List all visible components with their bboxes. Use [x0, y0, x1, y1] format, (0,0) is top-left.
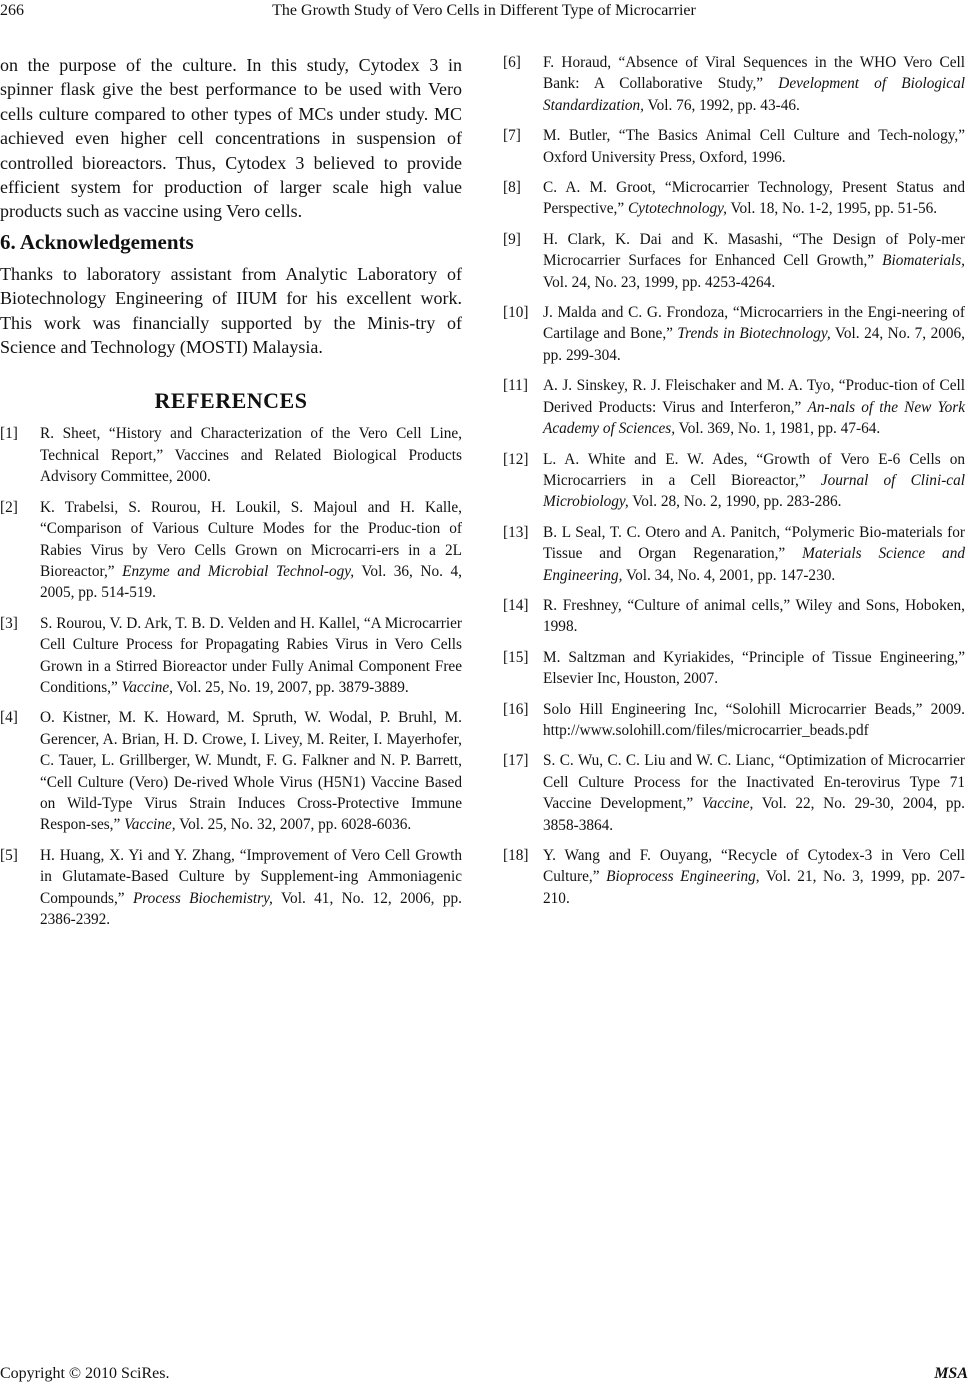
reference-number: [14]	[503, 596, 529, 614]
copyright-notice: Copyright © 2010 SciRes.	[0, 1365, 170, 1382]
reference-text	[543, 125, 965, 168]
left-column	[0, 53, 462, 939]
reference-number: [11]	[503, 377, 528, 395]
reference-number: [12]	[503, 450, 529, 468]
reference-text	[543, 595, 965, 638]
reference-number: [5]	[0, 846, 18, 864]
reference-list-left	[0, 423, 462, 930]
reference-body: F. Horaud, “Absence of Viral Sequences in the WHO Vero Cell Bank: A Collaborative Study,”	[543, 54, 965, 93]
reference-number: [18]	[503, 847, 529, 864]
reference-text	[543, 750, 965, 836]
reference-text	[543, 229, 965, 293]
reference-item	[0, 845, 462, 931]
reference-body: Y. Wang and F. Ouyang, “Recycle of Cytodex-3 in Vero Cell Culture,”	[543, 847, 965, 886]
reference-body: S. Rourou, V. D. Ark, T. B. D. Velden and H. Kallel, “A Microcarrier Cell Culture Process for Propagating Rabies Virus in Vero Cells Grown in a Stirred Bioreactor under Fully Animal Component Free Conditions,”	[40, 614, 462, 696]
reference-source: Biomaterials,	[882, 252, 965, 270]
reference-number: [2]	[0, 498, 18, 516]
reference-text	[40, 613, 462, 699]
reference-details: Vol. 36, No. 4, 2005, pp. 514-519.	[40, 562, 462, 602]
reference-source: An-nals of the New York Academy of Sciences,	[543, 398, 965, 438]
reference-source: Cytotechnology,	[627, 200, 727, 218]
reference-details: Vol. 34, No. 4, 2001, pp. 147-230.	[622, 566, 836, 584]
reference-text	[543, 52, 965, 116]
reference-item	[503, 52, 965, 116]
reference-text	[543, 845, 965, 909]
reference-source: Process Biochemistry,	[132, 889, 273, 907]
reference-item	[503, 595, 965, 638]
reference-item	[503, 449, 965, 513]
reference-body: M. Butler, “The Basics Animal Cell Culture and Tech-nology,” Oxford University Press, Oxford, 1996.	[543, 127, 965, 166]
reference-list-right	[503, 52, 965, 909]
reference-text	[40, 423, 462, 487]
reference-item	[503, 845, 965, 909]
references-heading: REFERENCES	[154, 388, 308, 414]
reference-number: [6]	[503, 54, 521, 71]
reference-details: Vol. 22, No. 29-30, 2004, pp. 3858-3864.	[543, 795, 965, 834]
reference-number: [7]	[503, 127, 521, 145]
reference-item	[503, 699, 965, 742]
reference-item	[503, 375, 965, 439]
reference-body: L. A. White and E. W. Ades, “Growth of Vero E-6 Cells on Microcarriers in a Cell Bioreactor,”	[543, 450, 965, 489]
reference-text	[40, 497, 462, 604]
reference-text	[543, 449, 965, 513]
reference-body: R. Freshney, “Culture of animal cells,” Wiley and Sons, Hoboken, 1998.	[543, 596, 965, 636]
reference-body: J. Malda and C. G. Frondoza, “Microcarriers in the Engi-neering of Cartilage and Bone,”	[543, 304, 965, 343]
reference-text	[40, 845, 462, 931]
reference-text	[543, 522, 965, 586]
reference-item	[0, 707, 462, 835]
reference-details: Vol. 25, No. 19, 2007, pp. 3879-3889.	[172, 678, 409, 696]
reference-number: [9]	[503, 230, 521, 248]
acknowledgements-heading: 6. Acknowledgements	[0, 229, 194, 254]
reference-body: K. Trabelsi, S. Rourou, H. Loukil, S. Majoul and H. Kalle, “Comparison of Various Culture Modes for the Produc-tion of Rabies Virus by Vero Cells Grown on Microcarri-ers in a 2L Bioreactor,”	[40, 498, 462, 580]
reference-details: , Vol. 21, No. 3, 1999, pp. 207-210.	[543, 868, 966, 907]
reference-number: [1]	[0, 425, 18, 443]
reference-item	[503, 177, 965, 220]
reference-number: [13]	[503, 523, 529, 541]
reference-source: Development of Biological Standardization,	[543, 75, 965, 114]
reference-body: M. Saltzman and Kyriakides, “Principle of Tissue Engineering,” Elsevier Inc, Houston, 2007.	[543, 648, 965, 688]
reference-body: C. A. M. Groot, “Microcarrier Technology, Present Status and Perspective,”	[543, 179, 965, 218]
reference-item	[503, 302, 965, 366]
right-column	[503, 52, 965, 918]
reference-body: S. C. Wu, C. C. Liu and W. C. Lianc, “Optimization of Microcarrier Cell Culture Process for the Inactivated En-terovirus Type 71 Vaccine Development,”	[543, 752, 965, 813]
reference-text	[543, 375, 965, 439]
reference-source: Vaccine,	[121, 678, 173, 696]
reference-text	[543, 699, 965, 742]
page-number: 266	[0, 2, 24, 19]
reference-number: [17]	[503, 752, 529, 770]
journal-abbreviation: MSA	[934, 1365, 968, 1382]
reference-item	[503, 647, 965, 690]
reference-details: Vol. 18, No. 1-2, 1995, pp. 51-56.	[726, 200, 938, 218]
reference-body: H. Clark, K. Dai and K. Masashi, “The Design of Poly-mer Microcarrier Surfaces for Enhanced Cell Growth,”	[543, 230, 965, 270]
reference-body: H. Huang, X. Yi and Y. Zhang, “Improvement of Vero Cell Growth in Glutamate-Based Culture by Supplement-ing Ammoniagenic Compounds,”	[40, 846, 462, 907]
reference-item	[503, 125, 965, 168]
reference-item	[503, 750, 965, 836]
reference-number: [10]	[503, 304, 529, 322]
reference-text	[543, 302, 965, 366]
reference-item	[503, 522, 965, 586]
reference-details: Vol. 76, 1992, pp. 43-46.	[644, 96, 800, 114]
reference-source: Bioprocess Engineering	[606, 868, 756, 886]
reference-source: Trends in Biotechnology,	[677, 325, 831, 343]
reference-details: Vol. 41, No. 12, 2006, pp. 2386-2392.	[40, 889, 462, 928]
reference-item	[0, 423, 462, 487]
reference-number: [15]	[503, 648, 529, 666]
reference-source: Vaccine,	[701, 795, 754, 813]
reference-text	[543, 177, 965, 220]
reference-details: Vol. 25, No. 32, 2007, pp. 6028-6036.	[175, 816, 412, 834]
reference-details: Vol. 24, No. 23, 1999, pp. 4253-4264.	[543, 273, 776, 291]
reference-details: Vol. 369, No. 1, 1981, pp. 47-64.	[675, 420, 881, 438]
page-footer	[0, 1364, 968, 1386]
reference-details: Vol. 24, No. 7, 2006, pp. 299-304.	[543, 325, 965, 364]
reference-source: Materials Science and Engineering,	[543, 545, 965, 584]
reference-number: [8]	[503, 179, 521, 197]
reference-source: Vaccine,	[124, 816, 176, 834]
reference-source: Enzyme and Microbial Technol-ogy,	[122, 562, 355, 580]
reference-body: Solo Hill Engineering Inc, “Solohill Microcarrier Beads,” 2009. http://www.solohill.com/files/microcarrier_beads.pdf	[543, 700, 965, 739]
reference-number: [4]	[0, 709, 18, 727]
reference-details: Vol. 28, No. 2, 1990, pp. 283-286.	[628, 493, 842, 511]
reference-number: [16]	[503, 700, 529, 718]
reference-item	[0, 613, 462, 699]
page-header	[0, 0, 968, 24]
reference-source: Journal of Clini-cal Microbiology,	[543, 471, 965, 511]
reference-body: O. Kistner, M. K. Howard, M. Spruth, W. Wodal, P. Bruhl, M. Gerencer, A. Brian, H. D. Crowe, I. Livey, M. Reiter, I. Mayerhofer, C. Tauer, L. Grillberger, W. Mundt, F. G. Falkner and N. P. Barrett, “Cell Culture (Vero) De-rived Whole Virus (H5N1) Vaccine Based on Wild-Type Virus Strain Induces Cross-Protective Immune Respon-ses,”	[40, 709, 462, 834]
reference-text	[543, 647, 965, 690]
reference-body: B. L Seal, T. C. Otero and A. Panitch, “Polymeric Bio-materials for Tissue and Organ Regenaration,”	[543, 523, 965, 563]
reference-item	[0, 497, 462, 604]
reference-number: [3]	[0, 614, 18, 632]
conclusion-paragraph: on the purpose of the culture. In this study, Cytodex 3 in spinner flask give the best performance to be used with Vero cells culture compared to other types of MCs under study. MC achieved even higher cell concentrations in suspension of controlled bioreactors. Thus, Cytodex 3 believed to provide efficient system for production of larger scale high value products such as vaccine using Vero cells.	[0, 55, 462, 222]
running-title: The Growth Study of Vero Cells in Different Type of Microcarrier	[272, 2, 696, 19]
reference-body: A. J. Sinskey, R. J. Fleischaker and M. A. Tyo, “Produc-tion of Cell Derived Products: Virus and Interferon,”	[543, 377, 965, 416]
reference-item	[503, 229, 965, 293]
reference-text	[40, 707, 462, 835]
acknowledgements-paragraph: Thanks to laboratory assistant from Analytic Laboratory of Biotechnology Engineering of IIUM for his excellent work. This work was financially supported by the Minis-try of Science and Technology (MOSTI) Malaysia.	[0, 263, 462, 358]
reference-body: R. Sheet, “History and Characterization of the Vero Cell Line, Technical Report,” Vaccines and Related Biological Products Advisory Committee, 2000.	[40, 425, 462, 486]
